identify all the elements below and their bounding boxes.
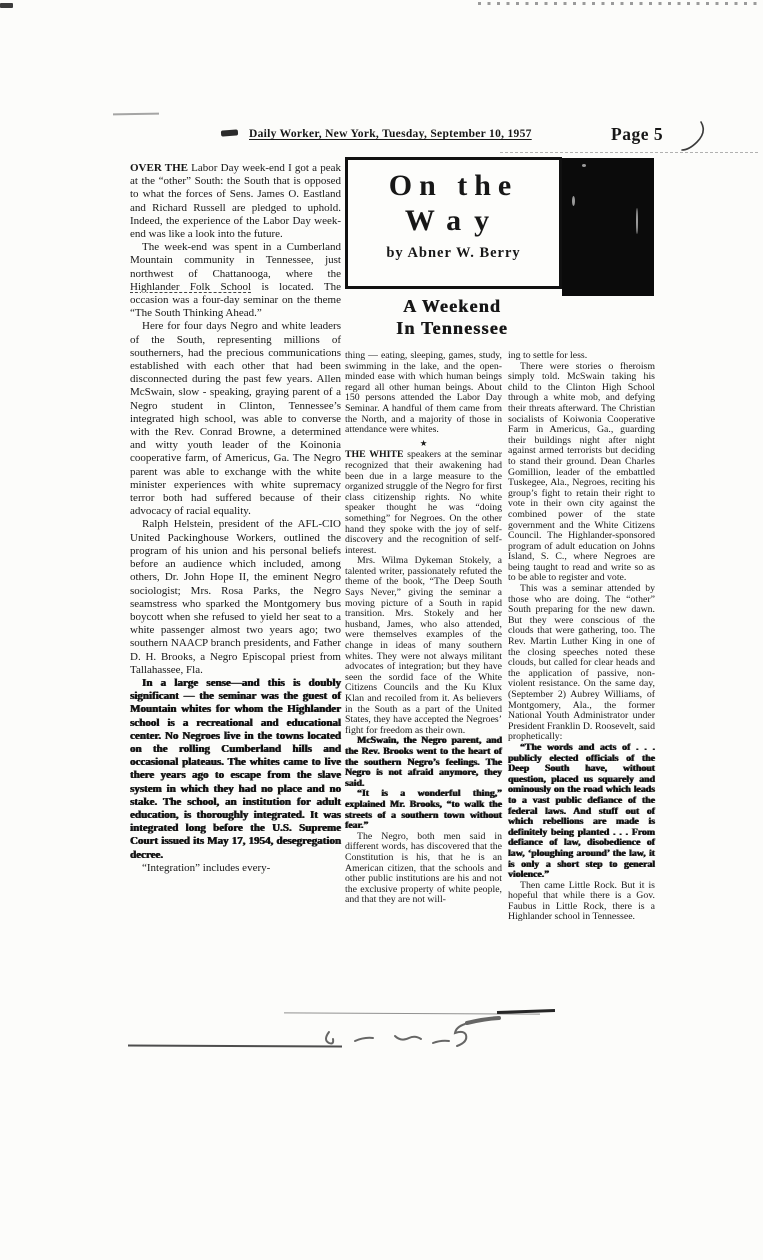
pencil-scribble	[315, 1016, 505, 1058]
page-number: Page 5	[611, 124, 664, 144]
headline-line1: A Weekend	[403, 296, 501, 316]
paragraph-lead: OVER THE	[130, 162, 188, 174]
pencil-underlined-phrase: Highlander Folk School	[130, 280, 252, 293]
column-title-line1: On the	[388, 169, 519, 202]
paragraph: Here for four days Negro and white leaders of the South, representing millions of southerners, had the precious communications established with each other that had been disconnected during the past few years. Allen McSwain, slow - speaking, graying parent of a Negro student in Clinton, Tennessee’s integrated high school, was able to converse with the Rev. Conrad Browne, a determined and witty youth leader of the Koinonia cooperative farm, of Americus, Ga. The Negro parent was able to exchange with the white minister experiences with white supremacy terror both had suffered because of their advocacy of racial equality.	[130, 320, 341, 518]
article-headline	[345, 295, 559, 339]
star-separator-icon: ★	[419, 437, 428, 448]
clipping-torn-edge	[128, 1044, 342, 1047]
paragraph-heavy-ink: McSwain, the Negro parent, and the Rev. Brooks went to the heart of the southern Negro’s feelings. The Negro is not afraid anymore, they said.	[345, 735, 502, 789]
paragraph-text: speakers at the seminar recognized that their awakening had been due in a large measure to the organized struggle of the Negro for first class citizenship rights. No white speaker thought he was “doing something” for Negroes. On the other hand they spoke with the joy of self-discovery and the recognition of self-interest.	[345, 449, 503, 556]
paragraph	[130, 162, 341, 241]
paragraph-quote-heavy-ink: “The words and acts of . . . publicly elected officials of the Deep South have, without question, placed us squarely and ominously on the road which leads to a vast public defiance of the federal laws. And stuff out of which rebellions are made is definitely being planted . . . From defiance of law, disobedience of law, ‘ploughing around’ the law, it is only a short step to general violence.”	[508, 741, 655, 881]
scanner-dotted-edge	[478, 2, 763, 5]
photo-speck	[582, 164, 586, 167]
paragraph	[130, 241, 341, 320]
dark-photo-block	[562, 158, 654, 296]
paragraph: thing — eating, sleeping, games, study, swimming in the lake, and the open-minded ease with which human beings regard all other human beings. About 150 persons attended the Labor Day Seminar. A handful of them came from the North, and a majority of those in attendance were whites.	[345, 350, 502, 436]
paragraph: This was a seminar attended by those who are doing. The “other” South preparing for the new dawn. But they were conscious of the clouds that were gathering, too. The Rev. Martin Luther King in one of the closing speeches noted these clouds, but called for clear heads and the application of passive, non-violent resistance. On the same day, (September 2) Aubrey Williams, of Montgomery, Ala., the former National Youth Administrator under President Franklin D. Roosevelt, said prophetically:	[508, 583, 655, 743]
column-title-box	[345, 157, 562, 289]
paragraph-text: is located. The occasion was a four-day seminar on the theme “The South Thinking Ahead.”	[130, 280, 341, 320]
paragraph: Ralph Helstein, president of the AFL-CIO United Packinghouse Workers, outlined the program of his union and his personal beliefs before an audience which included, among others, Dr. John Hope II, the eminent Negro sociologist; Mrs. Rosa Parks, the Negro seamstress who sparked the Montgomery bus boycott when she refused to yield her seat to a white passenger almost two years ago; two southern NAACP branch presidents, and Father D. H. Brooks, a Negro Episcopal priest from Tallahassee, Fla.	[130, 518, 341, 676]
paragraph: Mrs. Wilma Dykeman Stokely, a talented writer, passionately refuted the theme of the book, “The Deep South Says Never,” giving the seminar a moving picture of a South in rapid transition. Mrs. Stokely and her husband, James, who also attended, were themselves examples of the change in ideas of many southern whites. They were not always militant advocates of integration; but they have seen the sordid face of the White Citizens Councils and the Ku Klux Klan and recoiled from it. As believers in the South as a part of the United States, they have accepted the Negroes’ fight for freedom as their own.	[345, 555, 502, 736]
paragraph-heavy-ink: “It is a wonderful thing,” explained Mr. Brooks, “to walk the streets of a southern town without fear.”	[345, 788, 502, 832]
paragraph: ing to settle for less.	[508, 350, 588, 361]
article-column-1	[130, 162, 341, 875]
column-byline: by Abner W. Berry	[386, 245, 521, 261]
paragraph: “Integration” includes every-	[142, 861, 271, 874]
paragraph: The Negro, both men said in different words, has discovered that the Constitution is his, that he is an American citizen, that the schools and other public institutions are his and not the exclusive property of white people, and that they are not will-	[345, 830, 502, 906]
paragraph-text: The week-end was spent in a Cumberland Mountain community in Tennessee, just northwest of Chattanooga, where the	[130, 241, 341, 280]
paragraph-text: Labor Day week-end I got a peak at the “other” South: the South that is opposed to what the forces of Sens. James O. Eastland and Richard Russell are pledged to uphold. Indeed, the experience of the Labor Day week-end was like a look into the future.	[130, 162, 341, 241]
paragraph: Then came Little Rock. But it is hopeful that while there is a Gov. Faubus in Little Rock, there is a Highlander school in Tennessee.	[508, 879, 655, 923]
article-column-3	[508, 351, 655, 923]
scan-dash-mark	[113, 113, 159, 116]
ink-smudge	[221, 129, 238, 136]
masthead-dateline: Daily Worker, New York, Tuesday, September 10, 1957	[249, 128, 532, 140]
article-column-2	[345, 351, 502, 906]
scan-dashed-line	[500, 152, 758, 153]
column-title-line2: Way	[404, 204, 503, 237]
paragraph-heavy-ink: In a large sense—and this is doubly significant — the seminar was the guest of Mountain whites for whom the Highlander school is a recreational and educational center. No Negroes live in the towns located on the rolling Cumberland hills and occasional plateaus. The whites came to live there years ago to escape from the slave system in which they had no place and no stake. The school, an institution for adult education, is thoroughly integrated. It was integrated long before the U.S. Supreme Court issued its May 17, 1954, desegregation decree.	[130, 676, 341, 861]
photo-scratch	[572, 196, 575, 206]
headline-line2: In Tennessee	[396, 318, 508, 338]
paragraph-lead: THE WHITE	[345, 449, 404, 461]
pen-paren-mark	[681, 120, 707, 154]
paragraph	[345, 450, 502, 556]
scan-corner-mark	[0, 3, 13, 8]
photo-scratch	[636, 208, 638, 234]
paragraph: There were stories o fheroism simply told. McSwain taking his child to the Clinton High School through a white mob, and defying their threats afterward. The Christian socialists of Koiwonia Cooperative Farm in Americus, Ga., guarding their buildings night after night against armed terrorists but deciding to stand their ground. Dean Charles Gomillion, leader of the embattled Tuskegee, Ala., Negroes, reciting his group’s fight to retain their right to vote in their own city against the combined power of the state government and the White Citizens Council. The Highlander-sponsored program of adult education on Johns Island, S. C., where Negroes are being taught to read and write so as to be able to register and vote.	[508, 360, 655, 584]
